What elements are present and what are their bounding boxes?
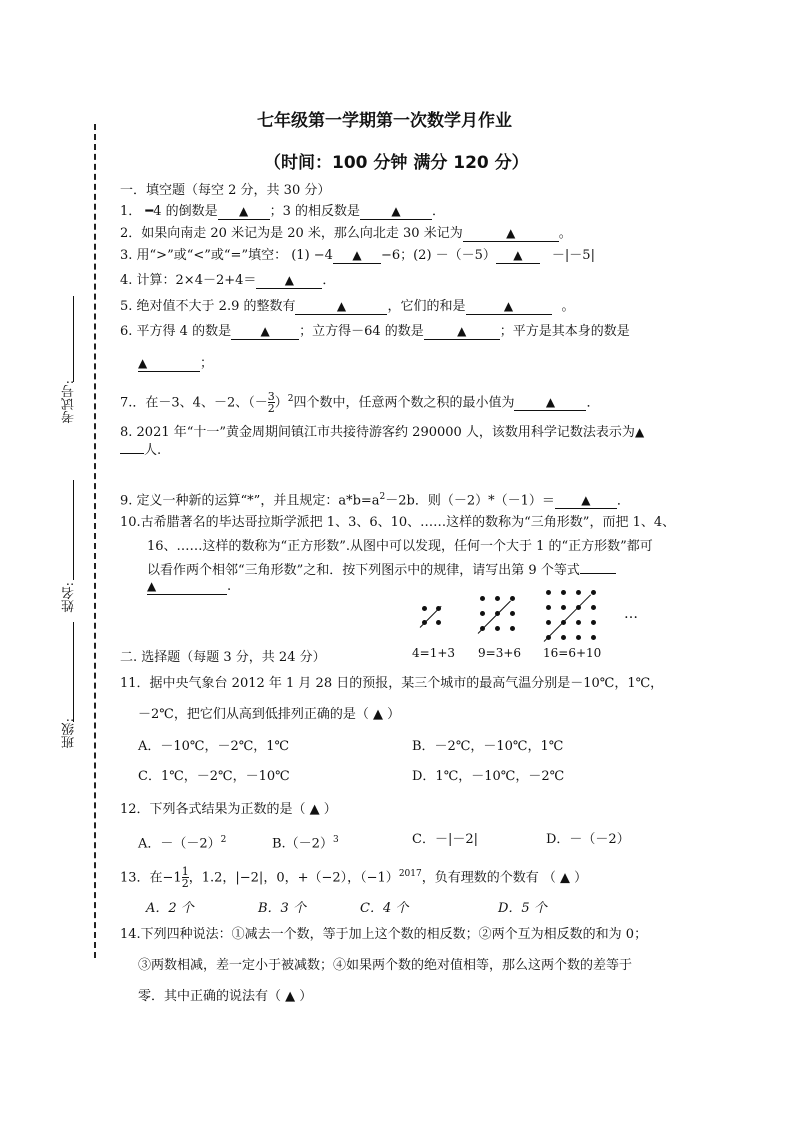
q5-text-b: ，它们的和是: [387, 299, 466, 314]
triangle-icon: ▲: [506, 226, 516, 240]
q9: [120, 489, 630, 509]
q13-text-b: ，1.2，|−2|，0，+（−2），（−1）: [188, 870, 399, 886]
q6-text-c: ；平方是其本身的数是: [499, 324, 630, 339]
triangle-icon: ▲: [513, 248, 523, 262]
q12: 12．下列各式结果为正数的是（ ▲ ）: [120, 802, 337, 817]
figure-dot: [480, 611, 485, 616]
q2: [120, 226, 572, 242]
name-underline: [73, 480, 74, 580]
name-label: 姓名:: [62, 582, 77, 613]
q5: [120, 299, 575, 315]
q10-answer-blank-head[interactable]: [580, 573, 616, 574]
q12-option-d[interactable]: D．－（－2）: [546, 832, 630, 847]
triangle-icon: ▲: [284, 273, 295, 287]
q5-text-c: 。: [561, 299, 575, 314]
figure-dot: [422, 606, 427, 611]
q1-answer-blank-1[interactable]: [218, 204, 270, 220]
q4: [120, 273, 335, 289]
triangle-icon: ▲: [581, 493, 591, 508]
figure-dot: [576, 620, 581, 625]
class-label: 班级:: [62, 718, 77, 749]
triangle-icon: ▲: [391, 204, 401, 218]
q14-line-1: 14.下列四种说法：①减去一个数，等于加上这个数的相反数；②两个互为相反数的和为 0；: [120, 927, 648, 942]
triangle-icon: ▲: [239, 204, 249, 218]
figure-label-1: 4=1+3: [412, 646, 456, 660]
q6-text-d: ；: [200, 356, 214, 371]
q10-line-3: [147, 563, 616, 579]
q7: [120, 391, 600, 414]
q7-text-d: ．: [586, 395, 600, 411]
q7-text-a: 7.．在－3、4、－2、（－: [120, 395, 268, 411]
figure-ellipsis: …: [624, 606, 638, 622]
q7-exponent: 2: [287, 394, 294, 404]
figure-label-2: 9=3+6: [478, 646, 522, 660]
q5-answer-blank-2[interactable]: [466, 299, 552, 315]
q9-text-c: ．: [616, 493, 630, 509]
q6-continued: [138, 356, 213, 372]
q13-text-c: ，负有理数的个数有 （ ▲ ）: [421, 870, 588, 886]
q11-option-a[interactable]: A．－10℃，－2℃，1℃: [138, 739, 290, 754]
q12-option-c[interactable]: C．－|－2|: [412, 832, 478, 847]
q1-text-a: 1． ━4 的倒数是: [120, 204, 218, 219]
q8-text-a: 8. 2021 年“十一”黄金周期间镇江市共接待游客约 290000 人，该数用科学记数法表示为: [120, 425, 635, 440]
figure-dot: [591, 605, 596, 610]
q1-answer-blank-2[interactable]: [360, 204, 432, 220]
exam-no-label: 考试号:: [62, 380, 77, 424]
q1: [120, 204, 445, 220]
q9-text-b: －2b．则（－2）*（－1）＝: [385, 493, 555, 509]
figure-label-3: 16=6+10: [543, 646, 602, 660]
q11-option-c[interactable]: C．1℃，－2℃，－10℃: [138, 769, 290, 784]
figure-dot: [480, 596, 485, 601]
q4-text-a: 4. 计算：2×4－2+4＝: [120, 273, 257, 288]
q2-text-a: 2．如果向南走 20 米记为是 20 米，那么向北走 30 米记为: [120, 226, 463, 241]
q3-text-c: －|－5|: [551, 248, 595, 263]
figure-dot: [495, 596, 500, 601]
q6-answer-blank-1[interactable]: [231, 324, 299, 340]
page-title: 七年级第一学期第一次数学月作业: [257, 111, 512, 131]
q12-option-b-exponent: 3: [332, 835, 339, 845]
q11-line-1: 11．据中央气象台 2012 年 1 月 28 日的预报，某三个城市的最高气温分别是－10℃，1℃，: [120, 676, 664, 691]
triangle-icon: ▲: [336, 299, 347, 313]
q13-text-a: 13．在−1: [120, 870, 182, 886]
q13-option-c[interactable]: C．4 个: [360, 901, 409, 916]
q9-text-a: 9. 定义一种新的运算“*”，并且规定：a*b=a: [120, 493, 380, 509]
triangle-icon: ▲: [545, 395, 556, 410]
q8-continued: [120, 443, 161, 459]
class-underline: [73, 622, 74, 722]
figure-dot: [546, 590, 551, 595]
triangle-icon: ▲: [457, 324, 467, 338]
triangle-icon: ▲: [147, 579, 157, 593]
page-subtitle: （时间：100 分钟 满分 120 分）: [264, 153, 529, 173]
q11-option-b[interactable]: B．－2℃，－10℃，1℃: [412, 739, 564, 754]
q7-answer-blank[interactable]: [514, 395, 586, 411]
q3-text-b: −6；(2) －（－5）: [380, 248, 496, 263]
q12-option-a-exponent: 2: [220, 835, 227, 845]
figure-dot: [546, 605, 551, 610]
triangle-icon: ▲: [138, 356, 148, 370]
q13-option-d[interactable]: D．5 个: [498, 901, 547, 916]
q13-option-b[interactable]: B．3 个: [258, 901, 306, 916]
q6-text-b: ；立方得－64 的数是: [299, 324, 424, 339]
q12-option-a-text: A．－（－2）: [138, 836, 221, 852]
q7-text-c: 四个数中，任意两个数之积的最小值为: [293, 395, 515, 411]
figure-diagonal: [544, 594, 591, 641]
q3-answer-blank-2[interactable]: [496, 248, 540, 264]
q13-exponent: 2017: [398, 869, 422, 879]
q7-text-b: ）: [274, 395, 288, 411]
triangle-icon: ▲: [503, 299, 514, 313]
section1-heading: 一．填空题（每空 2 分，共 30 分）: [120, 183, 331, 198]
figure-dot: [591, 620, 596, 625]
q6-answer-blank-2[interactable]: [424, 324, 500, 340]
q13-fraction-denominator: 2: [181, 877, 189, 891]
figure-dot: [510, 611, 515, 616]
q13-option-a[interactable]: A．2 个: [146, 901, 194, 916]
q1-text-b: ；3 的相反数是: [269, 204, 361, 219]
figure-dot: [591, 635, 596, 640]
figure-dot: [561, 635, 566, 640]
q5-answer-blank-1[interactable]: [295, 299, 387, 315]
q6: [120, 324, 630, 340]
q1-text-c: ．: [432, 204, 446, 219]
figure-dot: [436, 620, 441, 625]
section2-heading: 二. 选择题（每题 3 分，共 24 分）: [120, 650, 326, 665]
q11-option-d[interactable]: D．1℃，－10℃，－2℃: [412, 769, 565, 784]
q13: [120, 866, 587, 889]
q5-text-a: 5. 绝对值不大于 2.9 的整数有: [120, 299, 296, 314]
q6-text-a: 6. 平方得 4 的数是: [120, 324, 232, 339]
q9-answer-blank[interactable]: [555, 493, 617, 509]
figure-dot: [576, 635, 581, 640]
triangle-icon: ▲: [260, 324, 270, 338]
q10-line-4: [147, 579, 231, 595]
q10-line-2: 16、……这样的数称为“正方形数”.从图中可以发现，任何一个大于 1 的“正方形数”都可: [147, 539, 653, 554]
q2-answer-blank[interactable]: [463, 226, 559, 242]
q12-option-b-text: B.（－2）: [272, 836, 333, 852]
q7-fraction-denominator: 2: [267, 402, 275, 416]
q10-line-1: 10.古希腊著名的毕达哥拉斯学派把 1、3、6、10、……这样的数称为“三角形数”，而把 1、4、: [120, 515, 676, 530]
q8-answer-blank[interactable]: [120, 453, 144, 454]
figure-dot: [561, 605, 566, 610]
q3: [120, 248, 595, 264]
q12-option-a[interactable]: [138, 832, 226, 852]
margin-dashed-line: [94, 124, 96, 958]
q8: [120, 424, 644, 441]
exam-no-underline: [73, 296, 74, 382]
q4-answer-blank[interactable]: [256, 273, 322, 289]
q9-exponent: 2: [379, 492, 386, 502]
q13-fraction-numerator: 1: [181, 865, 189, 879]
q10-answer-blank[interactable]: [147, 579, 227, 595]
triangle-icon: ▲: [352, 248, 362, 262]
triangle-icon: ▲: [634, 425, 645, 439]
figure-dot: [546, 620, 551, 625]
figure-dot: [495, 626, 500, 631]
q10-text-c: 以看作两个相邻“三角形数”之和．按下列图示中的规律，请写出第 9 个等式: [147, 563, 580, 578]
q3-text-a: 3. 用“>”或“<”或“=”填空： (1) −4: [120, 248, 333, 263]
q13-fraction: [182, 866, 189, 889]
q11-line-2: －2℃，把它们从高到低排列正确的是（ ▲ ）: [138, 707, 401, 722]
q10-text-d: .: [227, 579, 232, 594]
q2-text-b: 。: [558, 226, 572, 241]
q8-text-b: 人.: [144, 443, 162, 458]
figure-dot: [561, 590, 566, 595]
q14-line-2: ③两数相减，差一定小于被减数；④如果两个数的绝对值相等，那么这两个数的差等于: [138, 958, 633, 973]
q12-option-b[interactable]: [272, 832, 339, 852]
q3-answer-blank-1[interactable]: [333, 248, 381, 264]
q7-fraction: [268, 391, 275, 414]
q7-fraction-numerator: 3: [267, 390, 275, 404]
q4-text-b: ．: [322, 273, 336, 288]
figure-dot: [576, 590, 581, 595]
q6-answer-blank-3[interactable]: [138, 356, 200, 372]
q14-line-3: 零．其中正确的说法有（ ▲ ）: [138, 989, 313, 1004]
figure-dot: [591, 590, 596, 595]
figure-dot: [510, 626, 515, 631]
